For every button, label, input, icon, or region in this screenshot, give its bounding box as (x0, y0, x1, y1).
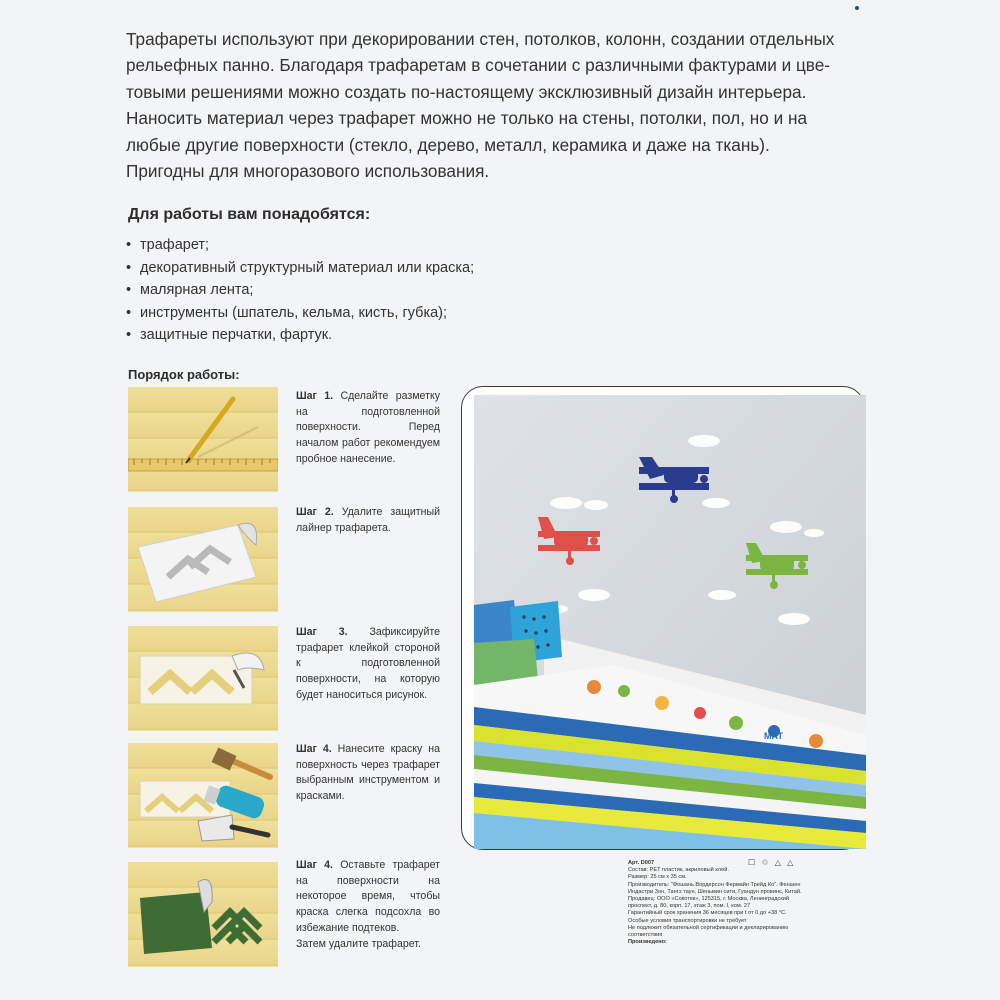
bedroom-photo (474, 395, 866, 849)
label-art: Арт. D007 (628, 860, 655, 866)
step-5-text (296, 858, 440, 952)
bullet: • (126, 237, 132, 253)
label-made-in: Произведено: (628, 939, 667, 946)
step-label: Шаг 4. (296, 859, 333, 871)
label-size: Размер: 25 см х 35 см. (628, 874, 687, 881)
needs-item-text: защитные перчатки, фартук. (140, 327, 333, 343)
needs-item (126, 302, 474, 325)
step-1-text (296, 389, 440, 468)
step-description: Нанесите краску на поверхность через трафарет выбранным инструментом и красками. (296, 743, 440, 803)
step-4-illustration (128, 743, 278, 848)
product-label (628, 860, 808, 946)
step-label: Шаг 2. (296, 506, 334, 518)
label-seller: Продавец: ООО «Сокотек», 125315, г. Москва, Ленинградский проспект, д. 80, корп. 17, этаж 3, пом. I, ком. 27 (628, 896, 790, 910)
step-extra-text: Затем удалите трафарет. (296, 937, 421, 950)
needs-item-text: малярная лента; (140, 282, 254, 298)
step-label: Шаг 1. (296, 390, 334, 402)
step-label: Шаг 3. (296, 626, 348, 638)
corner-dot (855, 6, 859, 10)
needs-item (126, 324, 474, 347)
needs-item-text: трафарет; (140, 237, 210, 253)
step-description: Сделайте разметку на подготовленной поверхности. Перед началом работ рекомендуем пробное нанесение. (296, 390, 440, 465)
intro-paragraph (126, 26, 866, 184)
needs-item-text: инструменты (шпатель, кельма, кисть, губка); (140, 304, 448, 321)
intro-line: Пригодны для многоразового использования. (126, 161, 490, 182)
needs-heading: Для работы вам понадобятся: (128, 206, 371, 223)
step-3-illustration (128, 626, 278, 731)
bullet: • (126, 327, 132, 343)
label-cert: Не подлежит обязательной сертификации и декларированию соответствия (628, 924, 789, 939)
certification-icons: ☐ ♲ △ △ (748, 858, 796, 867)
intro-line: товыми решениями можно создать по-настоящему эксклюзивный дизайн интерьера. (126, 81, 807, 102)
step-label: Шаг 4. (296, 743, 332, 755)
step-5-illustration (128, 862, 278, 967)
order-heading: Порядок работы: (128, 367, 240, 382)
bullet: • (126, 304, 132, 321)
step-1-illustration (128, 387, 278, 492)
needs-item (126, 257, 474, 280)
needs-item-text: декоративный структурный материал или краска; (140, 259, 475, 276)
step-4-text (296, 742, 440, 805)
needs-list (126, 234, 474, 347)
label-composition: Состав: PET пластик, акриловый клей. (628, 867, 729, 874)
step-description: Удалите защитный лайнер трафарета. (296, 506, 440, 534)
step-description: Оставьте трафарет на поверхности на некоторое время, чтобы краска слегка подсохла во избежание подтеков. (296, 859, 441, 934)
needs-item (126, 279, 474, 302)
label-storage: Гарантийный срок хранения 36 месяцев при t от 0 до +38 °С. (628, 910, 787, 917)
intro-line: Трафареты используют при декорировании стен, потолков, колонн, создании отдельных (126, 29, 835, 49)
label-manufacturer: Производитель: "Фошань Вордерсон Фермайн Трейд Ко". Феншен Индастри Зон, Тангэ таун, Шеньмин сити, Гуандун провинс, Китай. (628, 881, 802, 895)
bedding-text: МАТ (764, 731, 784, 741)
step-3-text (296, 625, 440, 704)
intro-line: рельефных панно. Благодаря трафаретам в сочетании с различными фактурами и цве- (126, 55, 831, 76)
bullet: • (126, 282, 132, 298)
label-transport: Особые условия транспортировки не требует (628, 917, 747, 924)
bullet: • (126, 259, 132, 276)
step-description: Зафиксируйте трафарет клейкой стороной к подготовленной поверхности, на которую будет наноситься рисунок. (296, 626, 440, 701)
needs-item (126, 234, 474, 257)
step-2-text (296, 505, 440, 536)
intro-line: любые другие поверхности (стекло, дерево, металл, керамика и даже на ткань). (126, 134, 770, 155)
step-2-illustration (128, 507, 278, 612)
intro-line: Наносить материал через трафарет можно не только на стены, потолки, пол, но и на (126, 108, 808, 129)
